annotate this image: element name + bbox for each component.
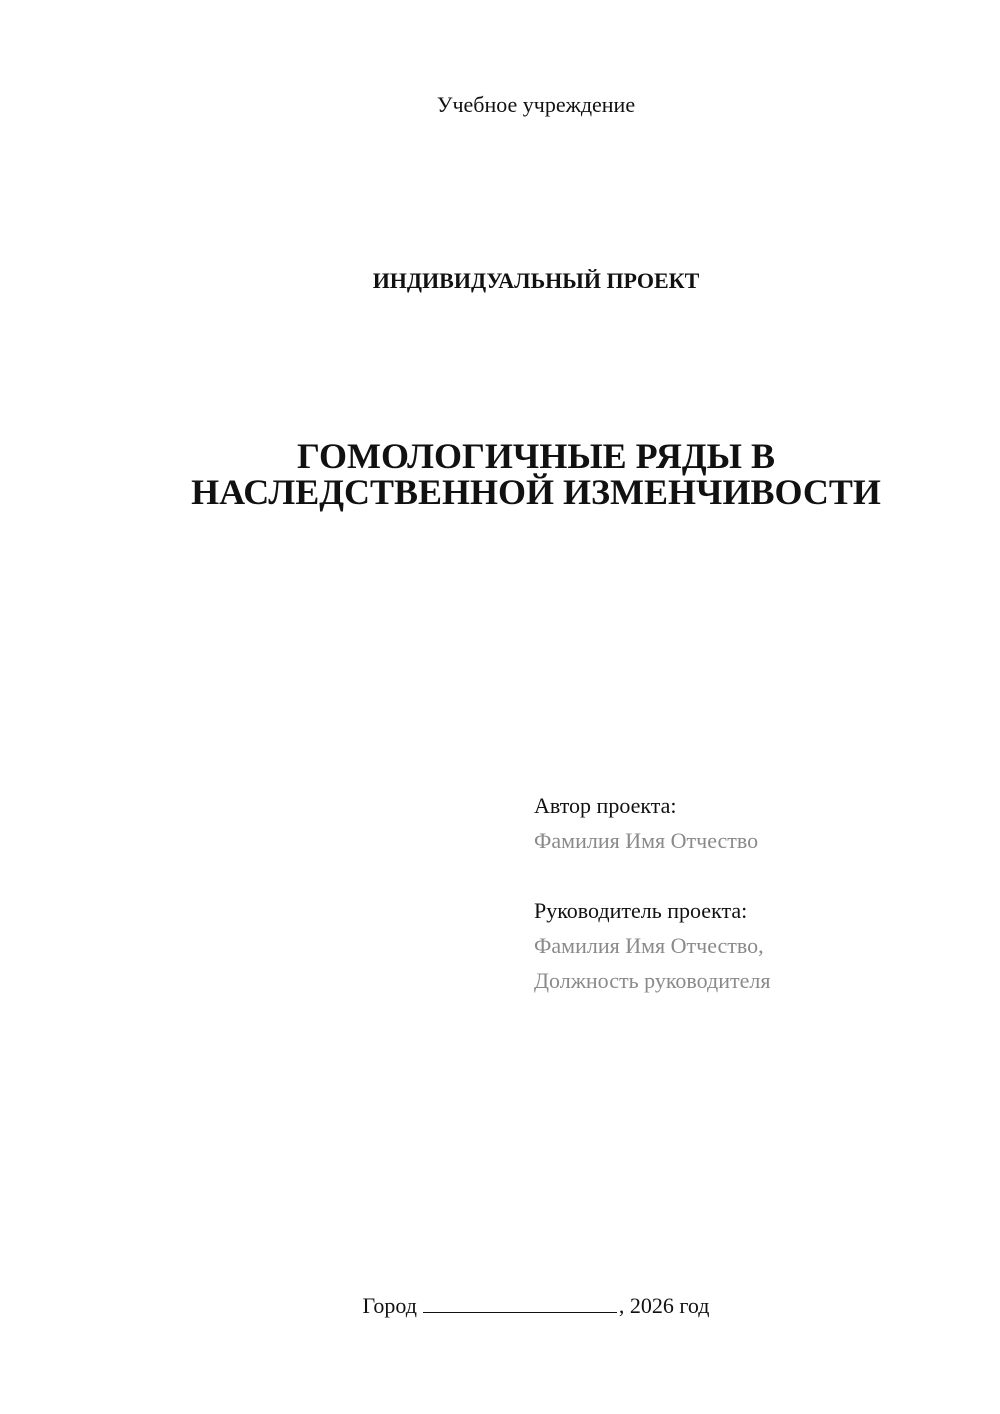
supervisor-position-placeholder: Должность руководителя [534, 968, 771, 993]
supervisor-label: Руководитель проекта: [534, 898, 748, 923]
city-label: Город [362, 1293, 417, 1318]
author-name-placeholder: Фамилия Имя Отчество [534, 828, 759, 853]
project-title-line-2: НАСЛЕДСТВЕННОЙ ИЗМЕНЧИВОСТИ [191, 472, 881, 512]
spacer [534, 858, 974, 893]
year-text: , 2026 год [618, 1293, 710, 1318]
project-title-line-1: ГОМОЛОГИЧНЫЕ РЯДЫ В [296, 436, 776, 476]
author-label: Автор проекта: [534, 793, 677, 818]
institution-name: Учебное учреждение [436, 92, 636, 117]
project-credits [534, 788, 974, 998]
city-year-line [0, 1290, 1000, 1321]
project-title [0, 438, 1000, 510]
project-type-heading: ИНДИВИДУАЛЬНЫЙ ПРОЕКТ [372, 268, 700, 293]
city-blank-line [423, 1290, 617, 1313]
supervisor-name-placeholder: Фамилия Имя Отчество, [534, 933, 764, 958]
